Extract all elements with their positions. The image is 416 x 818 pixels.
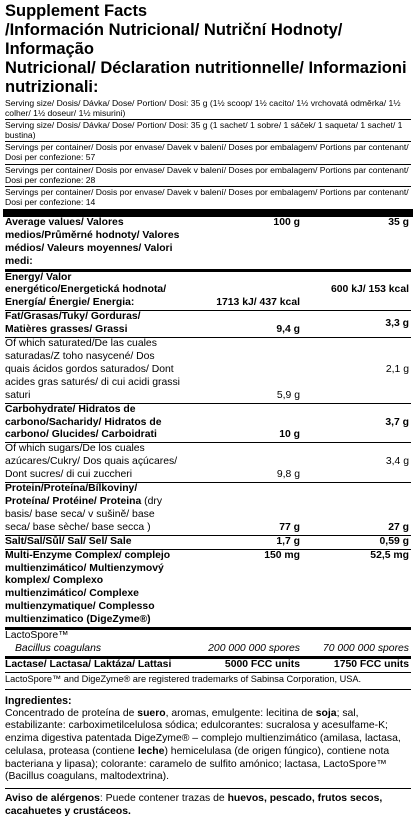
salt-label: Salt/Sal/Sůl/ Sal/ Sel/ Sale xyxy=(5,535,132,547)
lactospore-value-100g: 200 000 000 spores xyxy=(208,642,300,654)
lactospore-value-35g: 70 000 000 spores xyxy=(322,642,409,654)
salt-row xyxy=(5,536,411,550)
energy-value-100g: 1713 kJ/ 437 kcal xyxy=(216,297,300,309)
enzyme-value-100g: 150 mg xyxy=(264,549,300,561)
carbohydrate-label: Carbohydrate/ Hidratos de carbono/Sacharidy/ Hidratos de carbono/ Glucides/ Carboidrati xyxy=(5,403,162,441)
header-col-35g: 35 g xyxy=(388,216,409,228)
servings-per-container: Servings per container/ Dosis por envase/ Davek v balení/ Doses por embalagem/ Portions par contenant/ Dosi per confezione: 28 xyxy=(5,165,411,187)
serving-size-line: Serving size/ Dosis/ Dávka/ Dose/ Portion/ Dosi: 35 g (1½ scoop/ 1½ cacito/ 1½ vrchovatá odměrka/ 1½ colher/ 1½ doseur/ 1½ misurini) xyxy=(5,98,411,120)
supplement-facts-label xyxy=(3,2,413,817)
carbohydrate-value-35g: 3,7 g xyxy=(385,416,409,428)
ingredients-title: Ingredientes: xyxy=(5,694,72,707)
servings-per-container: Servings per container/ Dosis por envase/ Davek v balení/ Doses por embalagem/ Portions par contenant/ Dosi per confezione: 57 xyxy=(5,142,411,164)
thick-divider xyxy=(3,209,413,217)
lactase-row xyxy=(5,659,411,673)
lactase-label: Lactase/ Lactasa/ Laktáza/ Lattasi xyxy=(5,658,172,670)
label-title: Supplement Facts /Información Nutricional/ Nutriční Hodnoty/ Informação Nutricional/ Déclaration nutritionnelle/ Informazioni nutrizionali: xyxy=(5,2,411,97)
subtitle-line: /Información Nutricional/ Nutriční Hodnoty/ Informação xyxy=(5,21,343,58)
saturated-row xyxy=(5,338,411,404)
sugars-value-100g: 9,8 g xyxy=(276,469,300,481)
fat-value-100g: 9,4 g xyxy=(276,324,300,336)
subtitle-line: Nutricional/ Déclaration nutritionnelle/ Informazioni xyxy=(5,59,407,77)
protein-row xyxy=(5,483,411,536)
trademark-note: LactoSpore™ and DigeZyme® are registered trademarks of Sabinsa Corporation, USA. xyxy=(5,673,362,684)
header-label: Average values/ Valores medios/Průměrné hodnoty/ Valores médios/ Valeurs moyennes/ Valori medi: xyxy=(5,216,180,267)
ingredients-text: Concentrado de proteína de suero, aromas, emulgente: lecitina de soja; sal, estabilizante: carboximetilcelulosa sódica; edulcorantes: sucralosa y acesulfame-K; enzima digestiva patentada DigeZyme® – complejo multienzimático (amilasa, lactasa, celulasa, proteasa (contiene leche) hemicelulasa (de origen fúngico), contiene nota bacteriana y lipasa); colorante: caramelo de sulfito amónico; lactasa, LactoSpore™ (Bacillus coagulans, maltodextrina). xyxy=(5,707,401,783)
protein-value-100g: 77 g xyxy=(279,521,300,533)
salt-value-35g: 0,59 g xyxy=(379,535,409,547)
lactospore-label: LactoSpore™ Bacillus coagulans xyxy=(5,630,186,656)
enzyme-value-35g: 52,5 mg xyxy=(370,549,409,561)
header-col-100g: 100 g xyxy=(273,216,300,228)
allergen-notice: Aviso de alérgenos: Puede contener trazas de huevos, pescado, frutos secos, cacahuetes y crustáceos. xyxy=(5,788,411,818)
sugars-row xyxy=(5,443,411,483)
table-header-row xyxy=(5,217,411,272)
protein-label: Protein/Proteína/Bílkoviny/ Proteína/ Protéine/ Proteina (dry basis/ base seca/ v sušině/ base seca/ base sèche/ base secca ) xyxy=(5,483,163,533)
carbohydrate-row xyxy=(5,404,411,444)
saturated-label: Of which saturated/De las cuales saturadas/Z toho nasycené/ Dos quais ácidos gordos saturados/ Dont acides gras saturés/ di cui acidi grassi saturi xyxy=(5,338,180,401)
lactospore-species: Bacillus coagulans xyxy=(15,642,102,654)
saturated-value-35g: 2,1 g xyxy=(385,363,409,375)
serving-size-line: Serving size/ Dosis/ Dávka/ Dose/ Portion/ Dosi: 35 g (1 sachet/ 1 sobre/ 1 sáček/ 1 saqueta/ 1 sachet/ 1 bustina) xyxy=(5,120,411,142)
energy-label: Energy/ Valor energético/Energetická hodnota/ Energía/ Énergie/ Energia: xyxy=(5,271,167,309)
lactase-value-100g: 5000 FCC units xyxy=(224,658,300,670)
energy-value-35g: 600 kJ/ 153 kcal xyxy=(330,284,409,296)
lactase-value-35g: 1750 FCC units xyxy=(333,658,409,670)
servings-per-container: Servings per container/ Dosis por envase/ Davek v balení/ Doses por embalagem/ Portions par contenant/ Dosi per confezione: 14 xyxy=(5,186,409,207)
fat-row xyxy=(5,311,411,338)
saturated-value-100g: 5,9 g xyxy=(276,389,300,401)
servings-block xyxy=(5,98,411,209)
fat-label: Fat/Grasas/Tuky/ Gorduras/ Matières grasses/ Grassi xyxy=(5,311,141,336)
lactospore-row xyxy=(5,630,411,659)
enzyme-row xyxy=(5,550,411,630)
protein-value-35g: 27 g xyxy=(388,521,409,533)
salt-value-100g: 1,7 g xyxy=(276,535,300,547)
sugars-label: Of which sugars/De los cuales azúcares/Cukry/ Dos quais açúcares/ Dont sucres/ di cui zuccheri xyxy=(5,443,178,481)
carbohydrate-value-100g: 10 g xyxy=(279,429,300,441)
subtitle-line: nutrizionali: xyxy=(5,78,99,96)
energy-row xyxy=(5,272,411,312)
fat-value-35g: 3,3 g xyxy=(385,317,409,329)
enzyme-label: Multi-Enzyme Complex/ complejo multienzimático/ Multienzymový komplex/ Complexo multienzimático/ Complexe multienzymatique/ Complesso multienzimatico (DigeZyme®) xyxy=(5,549,171,626)
sugars-value-35g: 3,4 g xyxy=(385,456,409,468)
ingredients-section xyxy=(5,689,411,784)
